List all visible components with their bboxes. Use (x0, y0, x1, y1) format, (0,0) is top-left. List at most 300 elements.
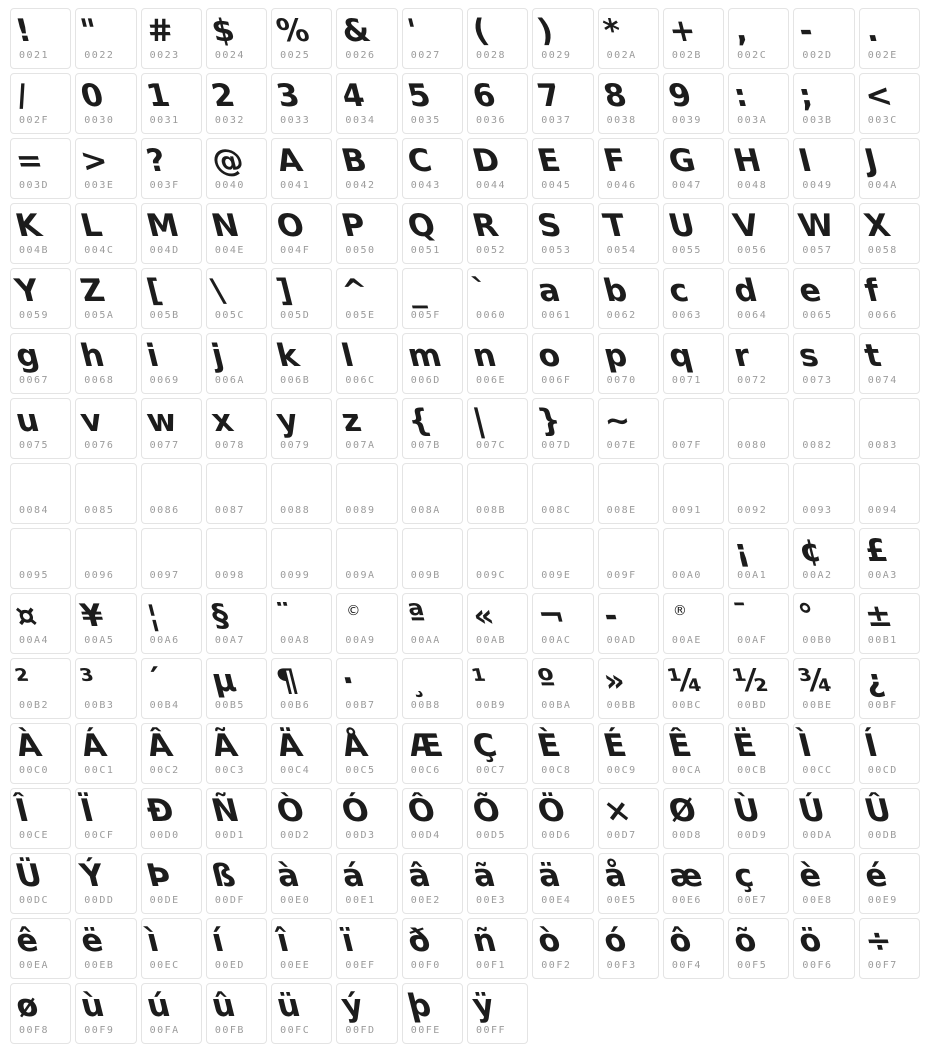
glyph-cell[interactable] (598, 73, 659, 134)
glyph-cell[interactable] (10, 853, 71, 914)
glyph-cell[interactable] (141, 658, 202, 719)
glyph-cell[interactable] (10, 528, 71, 589)
glyph-character: q (664, 337, 696, 374)
glyph-cell[interactable] (728, 268, 789, 329)
glyph-cell[interactable] (271, 203, 332, 264)
glyph-character: å (599, 857, 630, 894)
glyph-cell[interactable] (336, 73, 397, 134)
glyph-cell[interactable] (336, 723, 397, 784)
glyph-codepoint-label: 00AC (541, 635, 572, 646)
glyph-cell[interactable] (728, 463, 789, 524)
glyph-cell[interactable] (141, 918, 202, 979)
glyph-character: r (729, 337, 755, 374)
glyph-cell[interactable] (663, 593, 724, 654)
glyph-cell[interactable] (141, 723, 202, 784)
glyph-cell[interactable] (663, 723, 724, 784)
glyph-codepoint-label: 005B (149, 310, 180, 321)
glyph-cell[interactable] (141, 593, 202, 654)
glyph-cell[interactable] (271, 593, 332, 654)
glyph-cell[interactable] (141, 268, 202, 329)
glyph-cell[interactable] (402, 398, 463, 459)
glyph-cell[interactable] (10, 333, 71, 394)
glyph-character: 3 (272, 77, 304, 114)
glyph-cell[interactable] (598, 918, 659, 979)
glyph-cell[interactable] (467, 983, 528, 1044)
glyph-codepoint-label: 00C4 (280, 765, 311, 776)
glyph-codepoint-label: 00F0 (410, 960, 441, 971)
glyph-cell[interactable] (663, 333, 724, 394)
glyph-cell[interactable] (663, 203, 724, 264)
glyph-character: Ã (207, 727, 241, 764)
glyph-cell[interactable] (271, 333, 332, 394)
glyph-codepoint-label: 00B6 (280, 700, 311, 711)
glyph-cell[interactable] (271, 853, 332, 914)
glyph-character: a (534, 272, 564, 309)
glyph-cell[interactable] (859, 853, 920, 914)
glyph-cell[interactable] (402, 853, 463, 914)
glyph-cell[interactable] (10, 788, 71, 849)
glyph-cell[interactable] (532, 8, 593, 69)
glyph-cell[interactable] (75, 593, 136, 654)
glyph-cell[interactable] (336, 658, 397, 719)
glyph-codepoint-label: 008C (541, 505, 572, 516)
glyph-codepoint-label: 0080 (737, 440, 768, 451)
glyph-cell[interactable] (10, 398, 71, 459)
glyph-character: ° (795, 597, 820, 634)
glyph-codepoint-label: 007D (541, 440, 572, 451)
glyph-cell[interactable] (467, 138, 528, 199)
glyph-cell[interactable] (10, 268, 71, 329)
glyph-cell[interactable] (598, 788, 659, 849)
glyph-codepoint-label: 009B (410, 570, 441, 581)
glyph-cell[interactable] (271, 658, 332, 719)
glyph-character: È (534, 727, 565, 764)
glyph-cell[interactable] (271, 788, 332, 849)
glyph-character: º (534, 662, 561, 699)
glyph-cell[interactable] (75, 398, 136, 459)
glyph-cell[interactable] (271, 463, 332, 524)
glyph-cell[interactable] (271, 73, 332, 134)
glyph-character: . (860, 12, 882, 49)
glyph-cell[interactable] (532, 268, 593, 329)
glyph-cell[interactable] (532, 203, 593, 264)
glyph-character: x (207, 402, 237, 439)
glyph-cell[interactable] (467, 723, 528, 784)
glyph-cell[interactable] (336, 983, 397, 1044)
glyph-cell[interactable] (402, 268, 463, 329)
glyph-character: ( (468, 12, 492, 49)
glyph-character: ë (77, 922, 108, 959)
glyph-codepoint-label: 0046 (606, 180, 637, 191)
glyph-cell[interactable] (75, 138, 136, 199)
glyph-cell[interactable] (141, 73, 202, 134)
glyph-cell[interactable] (728, 73, 789, 134)
glyph-cell[interactable] (402, 918, 463, 979)
glyph-cell[interactable] (467, 788, 528, 849)
glyph-cell[interactable] (271, 723, 332, 784)
glyph-codepoint-label: 0068 (84, 375, 115, 386)
glyph-cell[interactable] (793, 203, 854, 264)
glyph-cell[interactable] (402, 8, 463, 69)
glyph-cell[interactable] (141, 203, 202, 264)
glyph-cell[interactable] (10, 463, 71, 524)
glyph-cell[interactable] (141, 398, 202, 459)
glyph-cell[interactable] (206, 853, 267, 914)
glyph-cell[interactable] (336, 918, 397, 979)
glyph-cell[interactable] (467, 593, 528, 654)
glyph-cell[interactable] (10, 658, 71, 719)
glyph-codepoint-label: 0071 (671, 375, 702, 386)
glyph-cell[interactable] (206, 593, 267, 654)
glyph-cell[interactable] (663, 788, 724, 849)
glyph-cell[interactable] (75, 8, 136, 69)
glyph-cell[interactable] (728, 138, 789, 199)
glyph-cell[interactable] (859, 723, 920, 784)
glyph-codepoint-label: 00CD (867, 765, 898, 776)
glyph-cell[interactable] (336, 593, 397, 654)
glyph-cell[interactable] (206, 658, 267, 719)
glyph-character: Ú (795, 792, 830, 829)
glyph-cell[interactable] (336, 398, 397, 459)
glyph-codepoint-label: 00CC (802, 765, 833, 776)
glyph-cell[interactable] (75, 918, 136, 979)
glyph-cell[interactable] (728, 203, 789, 264)
glyph-cell[interactable] (532, 398, 593, 459)
glyph-cell[interactable] (793, 8, 854, 69)
glyph-cell[interactable] (141, 463, 202, 524)
glyph-codepoint-label: 0077 (149, 440, 180, 451)
glyph-codepoint-label: 005A (84, 310, 115, 321)
glyph-cell[interactable] (206, 723, 267, 784)
glyph-cell[interactable] (141, 8, 202, 69)
glyph-cell[interactable] (271, 528, 332, 589)
glyph-cell[interactable] (728, 853, 789, 914)
glyph-codepoint-label: 0040 (214, 180, 245, 191)
glyph-cell[interactable] (859, 73, 920, 134)
glyph-character: - (795, 12, 818, 49)
glyph-cell[interactable] (859, 268, 920, 329)
glyph-codepoint-label: 00D3 (345, 830, 376, 841)
glyph-cell[interactable] (859, 398, 920, 459)
glyph-cell[interactable] (402, 983, 463, 1044)
glyph-cell[interactable] (75, 788, 136, 849)
glyph-cell[interactable] (75, 203, 136, 264)
glyph-character: T (599, 207, 630, 244)
glyph-cell[interactable] (859, 138, 920, 199)
glyph-character: ì (142, 922, 162, 959)
glyph-character: , (729, 12, 751, 49)
glyph-cell[interactable] (793, 333, 854, 394)
glyph-cell[interactable] (206, 398, 267, 459)
glyph-codepoint-label: 00F6 (802, 960, 833, 971)
glyph-cell[interactable] (206, 528, 267, 589)
glyph-cell[interactable] (598, 333, 659, 394)
glyph-cell[interactable] (859, 918, 920, 979)
glyph-cell[interactable] (10, 723, 71, 784)
glyph-cell[interactable] (663, 73, 724, 134)
glyph-cell[interactable] (532, 463, 593, 524)
glyph-cell[interactable] (663, 918, 724, 979)
glyph-cell[interactable] (793, 658, 854, 719)
glyph-cell[interactable] (141, 333, 202, 394)
glyph-cell[interactable] (75, 723, 136, 784)
glyph-cell[interactable] (859, 203, 920, 264)
glyph-character: ß (207, 857, 239, 894)
glyph-cell[interactable] (598, 723, 659, 784)
glyph-codepoint-label: 00C8 (541, 765, 572, 776)
glyph-cell[interactable] (10, 593, 71, 654)
glyph-cell[interactable] (793, 138, 854, 199)
glyph-cell[interactable] (598, 593, 659, 654)
glyph-cell[interactable] (336, 528, 397, 589)
glyph-cell[interactable] (271, 983, 332, 1044)
glyph-character: ¨ (272, 597, 298, 634)
glyph-cell[interactable] (859, 333, 920, 394)
glyph-cell[interactable] (75, 853, 136, 914)
glyph-cell[interactable] (532, 333, 593, 394)
glyph-cell[interactable] (598, 463, 659, 524)
glyph-cell[interactable] (467, 528, 528, 589)
glyph-cell[interactable] (206, 983, 267, 1044)
glyph-codepoint-label: 004B (19, 245, 50, 256)
glyph-cell[interactable] (271, 138, 332, 199)
glyph-codepoint-label: 0098 (214, 570, 245, 581)
glyph-cell[interactable] (663, 463, 724, 524)
glyph-cell[interactable] (859, 463, 920, 524)
glyph-cell[interactable] (598, 528, 659, 589)
glyph-character: ¡ (729, 532, 753, 569)
glyph-character: 2 (207, 77, 239, 114)
glyph-cell[interactable] (793, 268, 854, 329)
glyph-cell[interactable] (793, 853, 854, 914)
glyph-cell[interactable] (728, 528, 789, 589)
glyph-character: ä (534, 857, 564, 894)
glyph-cell[interactable] (141, 138, 202, 199)
glyph-cell[interactable] (663, 528, 724, 589)
glyph-cell[interactable] (793, 788, 854, 849)
glyph-cell[interactable] (206, 138, 267, 199)
glyph-cell[interactable] (532, 723, 593, 784)
glyph-character (207, 464, 218, 508)
glyph-character: ï (338, 922, 358, 959)
glyph-cell[interactable] (402, 528, 463, 589)
glyph-cell[interactable] (75, 333, 136, 394)
glyph-cell[interactable] (598, 203, 659, 264)
glyph-cell[interactable] (793, 528, 854, 589)
glyph-cell[interactable] (206, 73, 267, 134)
glyph-cell[interactable] (10, 73, 71, 134)
glyph-cell[interactable] (728, 788, 789, 849)
glyph-cell[interactable] (206, 788, 267, 849)
glyph-cell[interactable] (402, 463, 463, 524)
glyph-cell[interactable] (10, 203, 71, 264)
glyph-cell[interactable] (728, 8, 789, 69)
glyph-codepoint-label: 005C (214, 310, 245, 321)
glyph-cell[interactable] (598, 398, 659, 459)
glyph-cell[interactable] (336, 138, 397, 199)
glyph-cell[interactable] (336, 203, 397, 264)
glyph-codepoint-label: 0037 (541, 115, 572, 126)
glyph-codepoint-label: 0070 (606, 375, 637, 386)
glyph-character: | (468, 402, 490, 439)
glyph-cell[interactable] (402, 333, 463, 394)
glyph-cell[interactable] (598, 853, 659, 914)
glyph-cell[interactable] (532, 853, 593, 914)
glyph-character (76, 464, 87, 508)
glyph-cell[interactable] (271, 268, 332, 329)
glyph-cell[interactable] (141, 853, 202, 914)
glyph-character: û (207, 987, 239, 1024)
glyph-cell[interactable] (467, 463, 528, 524)
glyph-cell[interactable] (206, 463, 267, 524)
glyph-cell[interactable] (75, 528, 136, 589)
glyph-cell[interactable] (467, 8, 528, 69)
glyph-cell[interactable] (793, 73, 854, 134)
glyph-cell[interactable] (10, 983, 71, 1044)
glyph-codepoint-label: 0023 (149, 50, 180, 61)
glyph-codepoint-label: 00DA (802, 830, 833, 841)
glyph-cell[interactable] (206, 203, 267, 264)
glyph-cell[interactable] (10, 918, 71, 979)
glyph-cell[interactable] (728, 658, 789, 719)
glyph-codepoint-label: 0064 (737, 310, 768, 321)
glyph-character: ] (272, 272, 297, 309)
glyph-cell[interactable] (402, 73, 463, 134)
glyph-character: b (599, 272, 631, 309)
glyph-cell[interactable] (728, 593, 789, 654)
glyph-cell[interactable] (793, 463, 854, 524)
glyph-cell[interactable] (75, 73, 136, 134)
glyph-character: è (795, 857, 826, 894)
glyph-cell[interactable] (793, 398, 854, 459)
glyph-codepoint-label: 0031 (149, 115, 180, 126)
glyph-character: Å (338, 727, 372, 764)
glyph-character (533, 464, 544, 508)
glyph-codepoint-label: 00D9 (737, 830, 768, 841)
glyph-character: 5 (403, 77, 434, 114)
glyph-cell[interactable] (467, 853, 528, 914)
glyph-cell[interactable] (793, 723, 854, 784)
glyph-cell[interactable] (141, 788, 202, 849)
glyph-codepoint-label: 00A8 (280, 635, 311, 646)
glyph-cell[interactable] (467, 398, 528, 459)
glyph-cell[interactable] (75, 268, 136, 329)
glyph-cell[interactable] (663, 853, 724, 914)
glyph-cell[interactable] (728, 918, 789, 979)
glyph-cell[interactable] (206, 8, 267, 69)
glyph-cell[interactable] (336, 268, 397, 329)
glyph-cell[interactable] (336, 853, 397, 914)
glyph-codepoint-label: 00B0 (802, 635, 833, 646)
glyph-cell[interactable] (336, 788, 397, 849)
glyph-codepoint-label: 0078 (214, 440, 245, 451)
glyph-character: ó (599, 922, 630, 959)
glyph-cell[interactable] (598, 138, 659, 199)
glyph-cell[interactable] (663, 138, 724, 199)
glyph-cell[interactable] (402, 203, 463, 264)
glyph-cell[interactable] (10, 8, 71, 69)
glyph-cell[interactable] (206, 268, 267, 329)
glyph-cell[interactable] (271, 398, 332, 459)
glyph-character: Î (11, 792, 33, 829)
glyph-cell[interactable] (206, 333, 267, 394)
glyph-cell[interactable] (663, 658, 724, 719)
glyph-cell[interactable] (859, 593, 920, 654)
glyph-cell[interactable] (859, 528, 920, 589)
glyph-cell[interactable] (859, 8, 920, 69)
glyph-codepoint-label: 0087 (214, 505, 245, 516)
glyph-cell[interactable] (467, 73, 528, 134)
glyph-cell[interactable] (271, 918, 332, 979)
glyph-character: § (207, 597, 233, 634)
glyph-cell[interactable] (467, 658, 528, 719)
glyph-cell[interactable] (598, 8, 659, 69)
glyph-codepoint-label: 0094 (867, 505, 898, 516)
glyph-cell[interactable] (532, 528, 593, 589)
glyph-cell[interactable] (598, 658, 659, 719)
glyph-cell[interactable] (75, 983, 136, 1044)
glyph-character: N (207, 207, 243, 244)
glyph-cell[interactable] (467, 268, 528, 329)
glyph-cell[interactable] (467, 203, 528, 264)
glyph-cell[interactable] (402, 723, 463, 784)
glyph-cell[interactable] (793, 918, 854, 979)
glyph-cell[interactable] (532, 918, 593, 979)
glyph-cell[interactable] (467, 918, 528, 979)
glyph-cell[interactable] (402, 138, 463, 199)
glyph-cell[interactable] (532, 788, 593, 849)
glyph-character: o (534, 337, 565, 374)
glyph-cell[interactable] (859, 658, 920, 719)
glyph-cell[interactable] (532, 658, 593, 719)
glyph-cell[interactable] (467, 333, 528, 394)
glyph-cell[interactable] (532, 73, 593, 134)
glyph-character: Â (142, 727, 176, 764)
glyph-cell[interactable] (336, 8, 397, 69)
glyph-cell[interactable] (728, 723, 789, 784)
glyph-character: ½ (729, 662, 771, 699)
glyph-cell[interactable] (793, 593, 854, 654)
glyph-cell[interactable] (75, 658, 136, 719)
glyph-cell[interactable] (532, 138, 593, 199)
glyph-codepoint-label: 00D8 (671, 830, 702, 841)
glyph-character: p (599, 337, 631, 374)
glyph-cell[interactable] (728, 398, 789, 459)
glyph-cell[interactable] (141, 983, 202, 1044)
glyph-cell[interactable] (859, 788, 920, 849)
glyph-cell[interactable] (728, 333, 789, 394)
glyph-character: Ý (77, 857, 109, 894)
glyph-character: ® (672, 603, 687, 619)
glyph-cell[interactable] (663, 398, 724, 459)
glyph-cell[interactable] (141, 528, 202, 589)
glyph-cell[interactable] (402, 593, 463, 654)
glyph-cell[interactable] (402, 658, 463, 719)
glyph-cell[interactable] (402, 788, 463, 849)
glyph-cell[interactable] (75, 463, 136, 524)
glyph-cell[interactable] (663, 8, 724, 69)
glyph-cell[interactable] (663, 268, 724, 329)
glyph-cell[interactable] (598, 268, 659, 329)
glyph-cell[interactable] (336, 333, 397, 394)
glyph-cell[interactable] (206, 918, 267, 979)
glyph-cell[interactable] (10, 138, 71, 199)
glyph-character: æ (664, 857, 707, 894)
glyph-cell[interactable] (271, 8, 332, 69)
glyph-cell[interactable] (532, 593, 593, 654)
glyph-cell[interactable] (336, 463, 397, 524)
glyph-codepoint-label: 00E1 (345, 895, 376, 906)
